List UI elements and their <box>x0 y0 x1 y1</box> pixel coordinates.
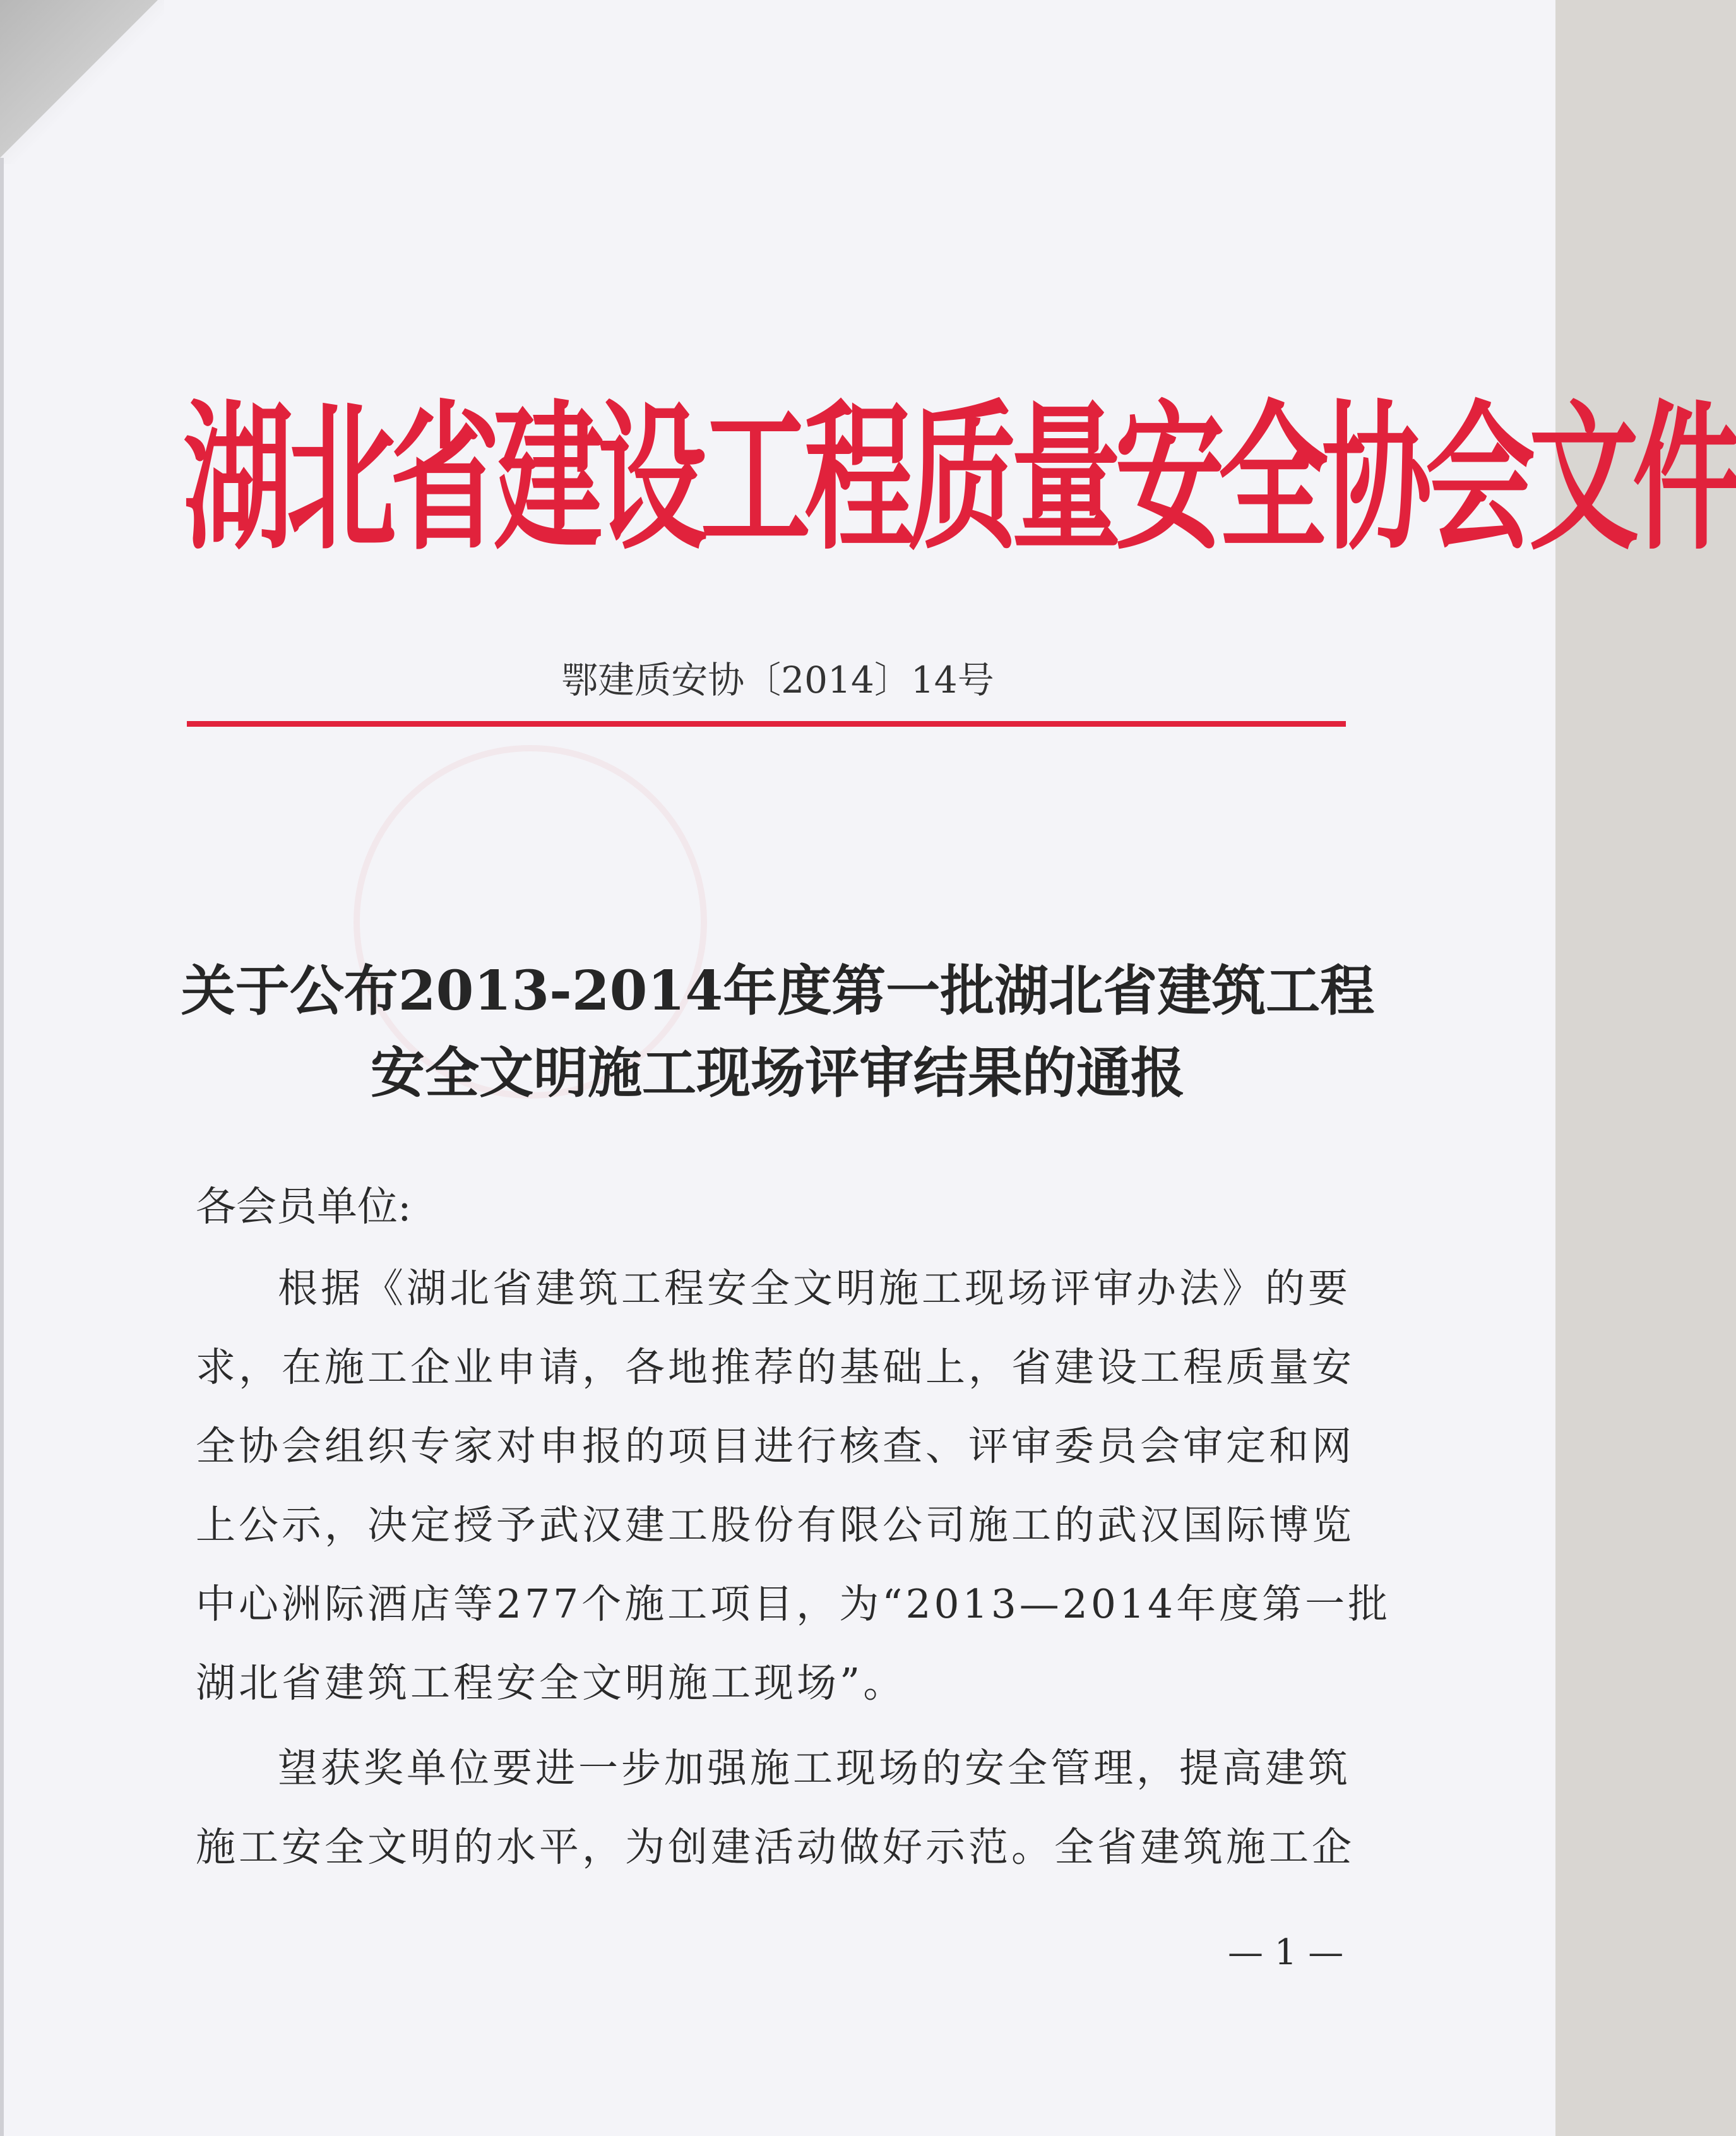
body-paragraph-1-line-1: 根据《湖北省建筑工程安全文明施工现场评审办法》的要 <box>278 1265 1351 1311</box>
body-paragraph-1-line-6: 湖北省建筑工程安全文明施工现场”。 <box>196 1660 907 1706</box>
folded-corner-shadow <box>0 0 164 164</box>
page-number: — 1 — <box>1228 1932 1344 1973</box>
notice-title-line-2: 安全文明施工现场评审结果的通报 <box>371 1041 1185 1105</box>
notice-title-line-1: 关于公布2013-2014年度第一批湖北省建筑工程 <box>181 959 1375 1023</box>
page-edge <box>0 158 4 2136</box>
header-red-rule <box>187 721 1346 727</box>
body-paragraph-1-line-2: 求，在施工企业申请，各地推荐的基础上，省建设工程质量安 <box>196 1344 1355 1390</box>
salutation: 各会员单位: <box>196 1184 412 1231</box>
body-paragraph-1-line-4: 上公示，决定授予武汉建工股份有限公司施工的武汉国际博览 <box>196 1502 1355 1548</box>
body-paragraph-1-line-5: 中心洲际酒店等277个施工项目，为“2013—2014年度第一批 <box>196 1581 1391 1627</box>
organization-header-title: 湖北省建设工程质量安全协会文件 <box>183 386 1736 573</box>
body-paragraph-1-line-3: 全协会组织专家对申报的项目进行核查、评审委员会审定和网 <box>196 1423 1355 1469</box>
body-paragraph-2-line-2: 施工安全文明的水平，为创建活动做好示范。全省建筑施工企 <box>196 1824 1355 1870</box>
body-paragraph-2-line-1: 望获奖单位要进一步加强施工现场的安全管理，提高建筑 <box>278 1745 1351 1791</box>
document-number: 鄂建质安协〔2014〕14号 <box>561 659 994 701</box>
